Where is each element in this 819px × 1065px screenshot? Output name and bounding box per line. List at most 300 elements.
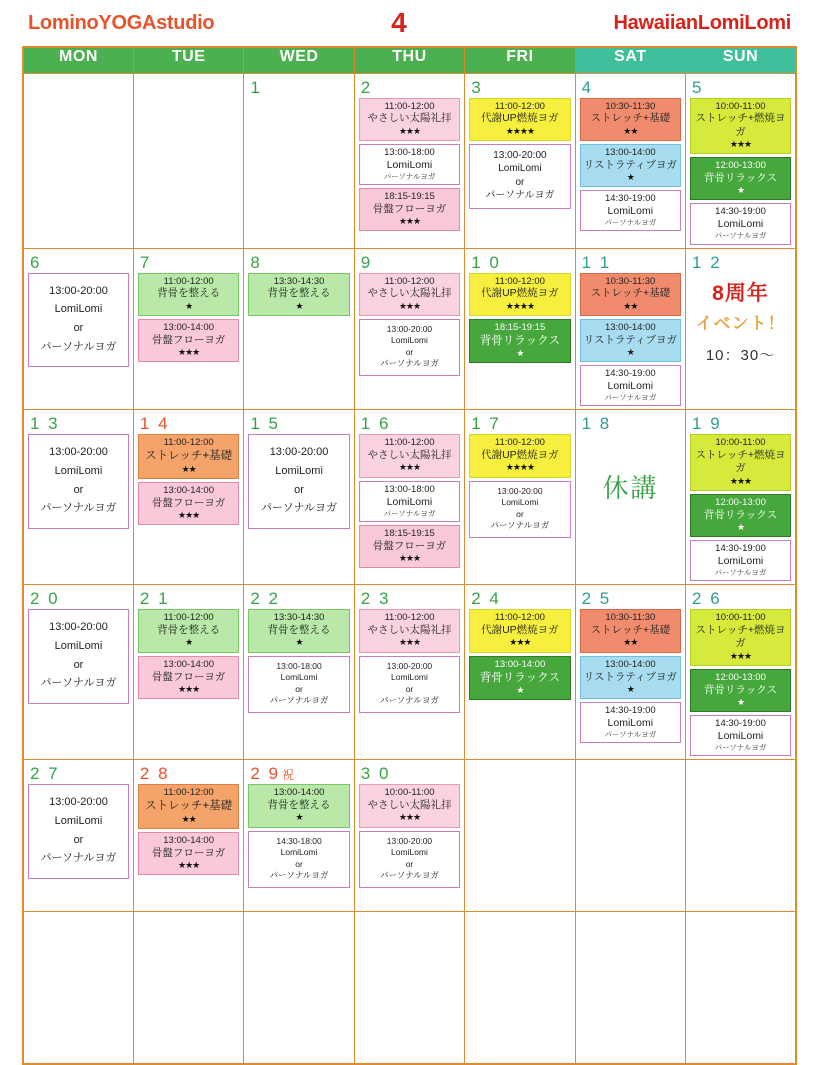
day-number: 1 5 <box>250 414 280 434</box>
event-item[interactable] <box>359 609 460 652</box>
event-item[interactable] <box>690 98 791 154</box>
calendar-week-3 <box>23 410 796 585</box>
event-time: 13:00-14:00 <box>494 658 546 670</box>
day-cell-empty <box>575 912 685 1064</box>
event-name: 骨盤フローヨガ <box>372 203 447 215</box>
day-cell-8[interactable] <box>244 248 354 410</box>
event-item[interactable] <box>690 434 791 490</box>
event-level: ★★★ <box>729 650 752 661</box>
event-list <box>465 98 574 209</box>
calendar-week-4 <box>23 585 796 760</box>
event-item[interactable] <box>580 365 681 406</box>
event-item[interactable] <box>28 273 129 368</box>
event-name-alt: パーソナルヨガ <box>485 190 555 202</box>
event-name: リストラティブヨガ <box>583 670 678 683</box>
event-time: 12:00-13:00 <box>715 496 766 508</box>
event-level: ★★★ <box>178 859 200 870</box>
closed-notice: 休講 <box>602 473 659 504</box>
day-number: 7 <box>139 252 152 272</box>
day-cell-6[interactable] <box>23 248 133 410</box>
event-time: 10:00-11:00 <box>715 100 766 112</box>
event-item[interactable] <box>138 273 239 316</box>
event-time: 11:00-12:00 <box>384 612 435 624</box>
event-item[interactable] <box>359 319 460 376</box>
event-name-alt: パーソナルヨガ <box>380 870 439 881</box>
event-separator: or <box>405 346 414 357</box>
day-cell-22[interactable] <box>244 585 354 760</box>
event-time: 11:00-12:00 <box>163 275 214 287</box>
event-item[interactable] <box>359 434 460 477</box>
event-time: 11:00-12:00 <box>494 612 545 624</box>
day-cell-9[interactable] <box>354 248 464 410</box>
day-cell-empty <box>23 912 133 1064</box>
event-level: ★ <box>736 521 745 532</box>
day-number: 2 4 <box>471 589 501 609</box>
event-time: 14:30-19:00 <box>715 543 766 554</box>
event-name: 骨盤フローヨガ <box>151 670 226 683</box>
event-list <box>465 434 574 537</box>
day-cell-5[interactable] <box>686 73 796 248</box>
day-number: 5 <box>692 77 704 97</box>
event-time: 11:00-12:00 <box>494 437 545 449</box>
event-item[interactable] <box>138 609 239 652</box>
event-list <box>355 784 464 887</box>
event-name-alt: パーソナルヨガ <box>269 695 329 706</box>
day-number-text: 2 9 <box>250 764 280 784</box>
event-item[interactable] <box>248 784 349 827</box>
event-name-alt: パーソナルヨガ <box>269 870 329 881</box>
event-level: ★★★ <box>398 462 421 473</box>
event-name: LomiLomi <box>386 495 433 508</box>
event-name: ストレッチ+基礎 <box>590 112 671 125</box>
event-list <box>576 609 685 743</box>
event-level: ★★★ <box>178 683 200 694</box>
event-name-alt: パーソナルヨガ <box>40 340 117 353</box>
event-list <box>355 98 464 232</box>
event-name: LomiLomi <box>391 335 428 346</box>
event-item[interactable] <box>580 273 681 316</box>
brand-left-title: LominoYOGAstudio <box>28 11 215 34</box>
day-number: 1 6 <box>360 414 391 434</box>
event-name: LomiLomi <box>717 218 764 230</box>
weekday-fri: FRI <box>465 47 575 73</box>
event-subname: パーソナルヨガ <box>714 231 767 241</box>
event-item[interactable] <box>359 188 460 231</box>
day-number: 2 2 <box>250 589 280 609</box>
event-level: ★ <box>516 684 524 695</box>
event-item[interactable] <box>138 319 239 362</box>
event-time: 14:30-19:00 <box>604 193 656 204</box>
event-name: 骨盤フローヨガ <box>151 846 226 859</box>
event-name: LomiLomi <box>54 640 103 653</box>
event-name: ストレッチ+燃焼ヨガ <box>695 449 786 475</box>
weekday-sun: SUN <box>686 47 796 73</box>
day-cell-empty <box>23 73 133 248</box>
event-name: ストレッチ+基礎 <box>590 624 671 637</box>
event-list <box>576 98 685 232</box>
event-time: 11:00-12:00 <box>163 787 214 799</box>
day-cell-23[interactable] <box>354 585 464 760</box>
event-item[interactable] <box>28 609 129 704</box>
event-level: ★ <box>185 300 193 311</box>
event-item[interactable] <box>248 273 349 316</box>
event-time: 18:15-19:15 <box>494 321 546 333</box>
event-level: ★★★★ <box>505 462 535 473</box>
event-item[interactable] <box>580 98 681 141</box>
event-list <box>355 434 464 568</box>
event-time: 13:00-14:00 <box>604 658 656 670</box>
event-item[interactable] <box>690 540 791 581</box>
event-level: ★★★ <box>178 346 200 357</box>
event-level: ★★★★ <box>505 125 535 136</box>
event-level: ★ <box>516 348 524 358</box>
calendar-week-2 <box>23 248 796 410</box>
event-name: 背骨リラックス <box>703 171 778 184</box>
event-level: ★★★★ <box>505 300 535 311</box>
day-number <box>244 760 353 784</box>
event-list <box>355 609 464 712</box>
day-cell-15[interactable] <box>244 410 354 585</box>
day-number: 1 3 <box>30 414 60 434</box>
event-item[interactable] <box>359 784 460 827</box>
event-time: 13:00-20:00 <box>386 323 433 334</box>
day-cell-13[interactable] <box>23 410 133 585</box>
event-item[interactable] <box>248 831 349 888</box>
event-item[interactable] <box>469 609 570 652</box>
event-time: 12:00-13:00 <box>715 159 766 171</box>
day-cell-4[interactable] <box>575 73 685 248</box>
event-list <box>465 609 574 700</box>
event-time: 13:30-14:30 <box>273 275 325 287</box>
anniversary-title: 8周年 <box>712 281 769 305</box>
event-name: 背骨を整える <box>267 799 331 812</box>
event-name: LomiLomi <box>607 716 654 729</box>
event-list <box>24 434 133 529</box>
event-time: 10:30-11:30 <box>605 612 656 624</box>
anniversary-notice <box>686 273 795 365</box>
day-cell-20[interactable] <box>23 585 133 760</box>
day-cell-12[interactable] <box>686 248 796 410</box>
event-name: ストレッチ+基礎 <box>590 287 671 300</box>
event-item[interactable] <box>469 98 570 141</box>
event-time: 13:00-20:00 <box>49 446 108 459</box>
event-separator: or <box>295 683 303 694</box>
event-item[interactable] <box>248 609 349 652</box>
event-time: 13:00-20:00 <box>386 835 433 846</box>
day-number: 3 <box>471 77 483 97</box>
weekday-thu: THU <box>354 47 464 73</box>
event-name: 背骨リラックス <box>479 671 560 684</box>
event-name: LomiLomi <box>54 303 103 316</box>
event-subname: パーソナルヨガ <box>383 171 436 181</box>
event-item[interactable] <box>248 656 349 713</box>
event-time: 11:00-12:00 <box>384 437 435 449</box>
event-name: 背骨リラックス <box>703 508 778 521</box>
event-item[interactable] <box>580 144 681 187</box>
event-time: 13:00-20:00 <box>269 446 329 459</box>
day-cell-28[interactable] <box>133 760 243 912</box>
event-item[interactable] <box>580 656 681 699</box>
day-cell-29[interactable] <box>244 760 354 912</box>
event-item[interactable] <box>138 434 239 479</box>
event-time: 14:30-19:00 <box>604 704 656 716</box>
event-item[interactable] <box>469 319 570 364</box>
event-item[interactable] <box>138 656 239 699</box>
event-time: 13:00-14:00 <box>604 146 656 158</box>
event-item[interactable] <box>138 784 239 829</box>
day-cell-11[interactable] <box>575 248 685 410</box>
event-time: 13:00-14:00 <box>163 834 214 846</box>
event-subname: パーソナルヨガ <box>604 218 657 227</box>
event-time: 18:15-19:15 <box>384 528 435 539</box>
event-time: 13:00-14:00 <box>163 658 214 670</box>
day-cell-27[interactable] <box>23 760 133 912</box>
event-item[interactable] <box>359 481 460 522</box>
day-cell-21[interactable] <box>133 585 243 760</box>
event-level: ★★★ <box>398 637 421 648</box>
event-time: 10:00-11:00 <box>384 787 435 799</box>
event-name: ストレッチ+燃焼ヨガ <box>695 624 786 650</box>
event-level: ★★★ <box>398 812 421 823</box>
event-name: LomiLomi <box>386 158 433 171</box>
day-cell-empty <box>686 760 796 912</box>
event-name-alt: パーソナルヨガ <box>261 502 338 515</box>
event-time: 11:00-12:00 <box>384 100 435 112</box>
event-name: LomiLomi <box>54 815 103 828</box>
day-cell-empty <box>133 73 243 248</box>
day-number: 2 7 <box>30 764 60 784</box>
event-name: 背骨を整える <box>157 287 221 300</box>
weekday-sat: SAT <box>575 47 685 73</box>
weekday-mon: MON <box>23 47 133 73</box>
event-subname: パーソナルヨガ <box>714 743 767 752</box>
event-subname: パーソナルヨガ <box>604 393 657 402</box>
event-list <box>24 784 133 879</box>
event-item[interactable] <box>469 481 570 538</box>
calendar-week-1 <box>23 73 796 248</box>
event-separator: or <box>73 321 84 334</box>
event-level: ★ <box>626 346 634 357</box>
event-item[interactable] <box>580 702 681 743</box>
event-level: ★★ <box>181 463 196 474</box>
event-separator: or <box>73 833 84 846</box>
event-time: 11:00-12:00 <box>494 275 545 287</box>
day-number: 9 <box>360 252 373 272</box>
event-item[interactable] <box>469 434 570 477</box>
day-number: 2 5 <box>581 589 612 609</box>
event-subname: パーソナルヨガ <box>604 729 657 739</box>
event-item[interactable] <box>359 144 460 185</box>
event-list <box>134 609 243 699</box>
event-item[interactable] <box>359 525 460 568</box>
event-item[interactable] <box>469 656 570 701</box>
event-item[interactable] <box>359 98 460 141</box>
event-name: やさしい太陽礼拝 <box>367 449 452 462</box>
event-list <box>686 609 795 756</box>
event-name: ストレッチ+基礎 <box>145 450 233 463</box>
event-list <box>355 273 464 376</box>
event-name: LomiLomi <box>501 497 539 508</box>
day-cell-3[interactable] <box>465 73 575 248</box>
event-item[interactable] <box>28 434 129 529</box>
event-level: ★★★ <box>398 553 421 563</box>
day-number: 2 0 <box>30 589 60 609</box>
day-number: 1 0 <box>471 252 501 272</box>
event-item[interactable] <box>359 656 460 713</box>
day-cell-empty <box>133 912 243 1064</box>
day-cell-24[interactable] <box>465 585 575 760</box>
event-time: 13:00-18:00 <box>384 146 435 158</box>
event-item[interactable] <box>359 273 460 316</box>
day-cell-19[interactable] <box>686 410 796 585</box>
event-time: 13:30-14:30 <box>273 612 325 624</box>
calendar-week-6 <box>23 912 796 1064</box>
event-time: 14:30-19:00 <box>715 718 766 729</box>
day-number: 2 3 <box>360 589 391 609</box>
day-cell-26[interactable] <box>686 585 796 760</box>
day-cell-25[interactable] <box>575 585 685 760</box>
event-item[interactable] <box>580 319 681 362</box>
event-name: 代謝UP燃焼ヨガ <box>481 449 559 462</box>
event-time: 12:00-13:00 <box>715 671 766 683</box>
holiday-label: 祝 <box>281 768 296 783</box>
event-level: ★ <box>626 683 634 694</box>
weekday-header-row <box>23 47 796 73</box>
event-list <box>244 609 353 712</box>
event-item[interactable] <box>690 203 791 244</box>
header-bar <box>22 0 797 46</box>
day-number: 2 <box>360 77 373 97</box>
event-time: 14:30-19:00 <box>715 206 766 218</box>
event-name: 背骨を整える <box>157 624 221 637</box>
event-name-alt: パーソナルヨガ <box>490 520 550 531</box>
event-name: LomiLomi <box>275 465 323 478</box>
event-item[interactable] <box>248 434 349 529</box>
event-name-alt: パーソナルヨガ <box>40 677 117 690</box>
event-level: ★★ <box>181 813 196 824</box>
event-time: 13:00-18:00 <box>384 483 435 495</box>
event-time: 13:00-20:00 <box>386 660 433 671</box>
event-time: 13:00-18:00 <box>276 660 322 671</box>
event-name: 骨盤フローヨガ <box>151 496 226 509</box>
event-level: ★★ <box>623 125 638 136</box>
event-item[interactable] <box>580 190 681 231</box>
event-list <box>134 434 243 525</box>
event-item[interactable] <box>690 669 791 712</box>
event-level: ★★★ <box>729 138 752 149</box>
day-cell-16[interactable] <box>354 410 464 585</box>
event-name: やさしい太陽礼拝 <box>367 624 452 637</box>
event-name: 代謝UP燃焼ヨガ <box>481 112 559 125</box>
event-item[interactable] <box>359 831 460 888</box>
month-number: 4 <box>391 7 407 38</box>
event-time: 14:30-18:00 <box>276 835 322 846</box>
day-number: 3 0 <box>360 764 391 784</box>
day-cell-18[interactable] <box>575 410 685 585</box>
event-item[interactable] <box>138 832 239 875</box>
event-time: 13:00-14:00 <box>604 321 656 333</box>
event-time: 18:15-19:15 <box>384 191 435 203</box>
event-time: 13:00-20:00 <box>49 284 108 297</box>
event-item[interactable] <box>690 157 791 200</box>
day-number: 8 <box>250 252 262 272</box>
event-name: 背骨リラックス <box>479 334 560 347</box>
event-item[interactable] <box>469 273 570 316</box>
event-list <box>244 784 353 887</box>
weekday-wed: WED <box>244 47 354 73</box>
event-separator: or <box>405 683 414 694</box>
event-list <box>244 434 353 529</box>
day-cell-10[interactable] <box>465 248 575 410</box>
event-time: 10:00-11:00 <box>715 612 766 624</box>
event-separator: or <box>515 176 525 188</box>
event-level: ★ <box>736 184 745 195</box>
event-name: LomiLomi <box>498 163 542 175</box>
event-name: 背骨を整える <box>267 624 331 637</box>
event-time: 13:00-14:00 <box>163 484 214 496</box>
event-item[interactable] <box>28 784 129 879</box>
event-subname: パーソナルヨガ <box>383 508 436 518</box>
event-name: やさしい太陽礼拝 <box>367 287 452 300</box>
event-name: LomiLomi <box>391 672 428 683</box>
event-level: ★★★ <box>729 475 752 486</box>
event-name: 骨盤フローヨガ <box>372 539 447 552</box>
event-name: LomiLomi <box>280 847 318 858</box>
event-name: やさしい太陽礼拝 <box>367 799 452 812</box>
event-level: ★★★ <box>398 125 421 136</box>
event-time: 13:00-20:00 <box>497 485 543 496</box>
event-level: ★★★ <box>509 637 531 648</box>
event-item[interactable] <box>469 144 570 209</box>
event-item[interactable] <box>138 482 239 525</box>
event-list <box>134 273 243 363</box>
event-level: ★★★ <box>178 509 200 520</box>
event-time: 13:00-14:00 <box>273 787 325 799</box>
event-level: ★★★ <box>398 216 421 227</box>
day-cell-empty <box>465 912 575 1064</box>
event-list <box>24 273 133 368</box>
day-cell-17[interactable] <box>465 410 575 585</box>
event-item[interactable] <box>690 494 791 537</box>
day-cell-empty <box>354 912 464 1064</box>
day-cell-empty <box>686 912 796 1064</box>
event-time: 13:00-20:00 <box>49 621 108 634</box>
day-cell-7[interactable] <box>133 248 243 410</box>
day-number: 1 2 <box>692 252 722 272</box>
day-cell-1[interactable] <box>244 73 354 248</box>
day-number: 1 8 <box>581 414 612 434</box>
day-number: 2 6 <box>692 589 722 609</box>
day-cell-2[interactable] <box>354 73 464 248</box>
day-number: 4 <box>581 77 594 97</box>
event-item[interactable] <box>690 715 791 756</box>
anniversary-subtitle: イベント！ <box>695 313 786 333</box>
event-name: LomiLomi <box>717 554 764 567</box>
calendar-week-5 <box>23 760 796 912</box>
weekday-tue: TUE <box>133 47 243 73</box>
day-cell-14[interactable] <box>133 410 243 585</box>
event-item[interactable] <box>690 609 791 665</box>
event-name: 代謝UP燃焼ヨガ <box>481 287 559 300</box>
day-cell-30[interactable] <box>354 760 464 912</box>
day-number: 1 1 <box>581 252 612 272</box>
event-item[interactable] <box>580 609 681 652</box>
event-list <box>465 273 574 364</box>
event-separator: or <box>516 508 524 519</box>
event-level: ★ <box>185 637 193 648</box>
event-separator: or <box>295 858 303 869</box>
event-name: ストレッチ+燃焼ヨガ <box>695 112 786 138</box>
